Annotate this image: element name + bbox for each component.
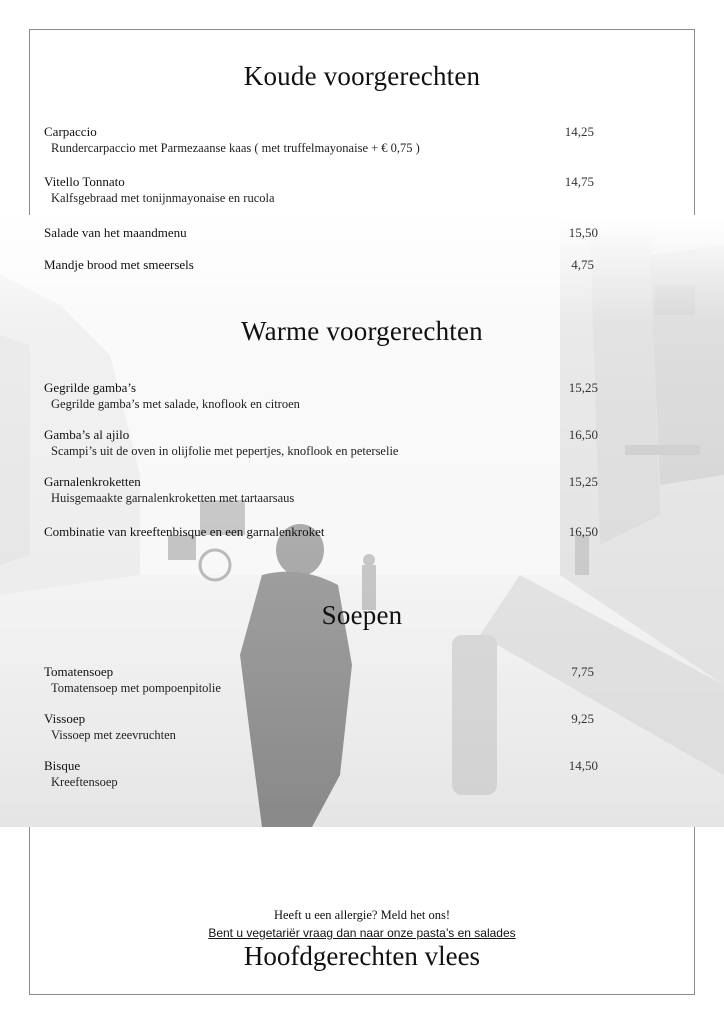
- menu-item-description: Kreeftensoep: [51, 775, 118, 789]
- menu-item-name: Carpaccio: [44, 124, 97, 139]
- menu-item-price: 14,50: [568, 758, 598, 773]
- menu-item-name: Garnalenkroketten: [44, 474, 141, 489]
- menu-item-price: 14,25: [564, 124, 594, 139]
- menu-item-name: Gamba’s al ajilo: [44, 427, 130, 442]
- menu-item-name: Vitello Tonnato: [44, 174, 125, 189]
- menu-item-description: Tomatensoep met pompoenpitolie: [51, 681, 221, 695]
- menu-item-description: Vissoep met zeevruchten: [51, 728, 176, 742]
- menu-item-price: 9,25: [571, 711, 594, 726]
- menu-item-price: 16,50: [568, 524, 598, 539]
- menu-item-name: Tomatensoep: [44, 664, 114, 679]
- menu-item-price: 15,50: [568, 225, 598, 240]
- section-title-koude-voorgerechten: Koude voorgerechten: [243, 61, 481, 91]
- menu-item-price: 15,25: [568, 380, 598, 395]
- menu-item-price: 14,75: [564, 174, 594, 189]
- section-title-warme-voorgerechten: Warme voorgerechten: [241, 316, 483, 346]
- menu-item-name: Salade van het maandmenu: [44, 225, 187, 240]
- menu-item-price: 15,25: [568, 474, 598, 489]
- menu-item-description: Scampi’s uit de oven in olijfolie met pepertjes, knoflook en peterselie: [51, 444, 399, 458]
- menu-item-name: Mandje brood met smeersels: [44, 257, 194, 272]
- vegetarian-note: Bent u vegetariër vraag dan naar onze pasta’s en salades: [208, 926, 516, 940]
- allergy-note: Heeft u een allergie? Meld het ons!: [273, 908, 451, 922]
- menu-item-description: Huisgemaakte garnalenkroketten met tartaarsaus: [51, 491, 295, 505]
- menu-item-name: Bisque: [44, 758, 81, 773]
- menu-item-description: Rundercarpaccio met Parmezaanse kaas ( met truffelmayonaise + € 0,75 ): [51, 141, 420, 155]
- section-title-soepen: Soepen: [321, 600, 403, 630]
- section-title-hoofdgerechten-vlees: Hoofdgerechten vlees: [243, 941, 481, 971]
- menu-item-price: 7,75: [571, 664, 594, 679]
- menu-item-name: Vissoep: [44, 711, 86, 726]
- menu-item-price: 4,75: [571, 257, 594, 272]
- menu-item-description: Gegrilde gamba’s met salade, knoflook en citroen: [51, 397, 300, 411]
- menu-item-name: Gegrilde gamba’s: [44, 380, 137, 395]
- menu-item-description: Kalfsgebraad met tonijnmayonaise en rucola: [51, 191, 275, 205]
- menu-item-name: Combinatie van kreeftenbisque en een garnalenkroket: [44, 524, 325, 539]
- menu-item-price: 16,50: [568, 427, 598, 442]
